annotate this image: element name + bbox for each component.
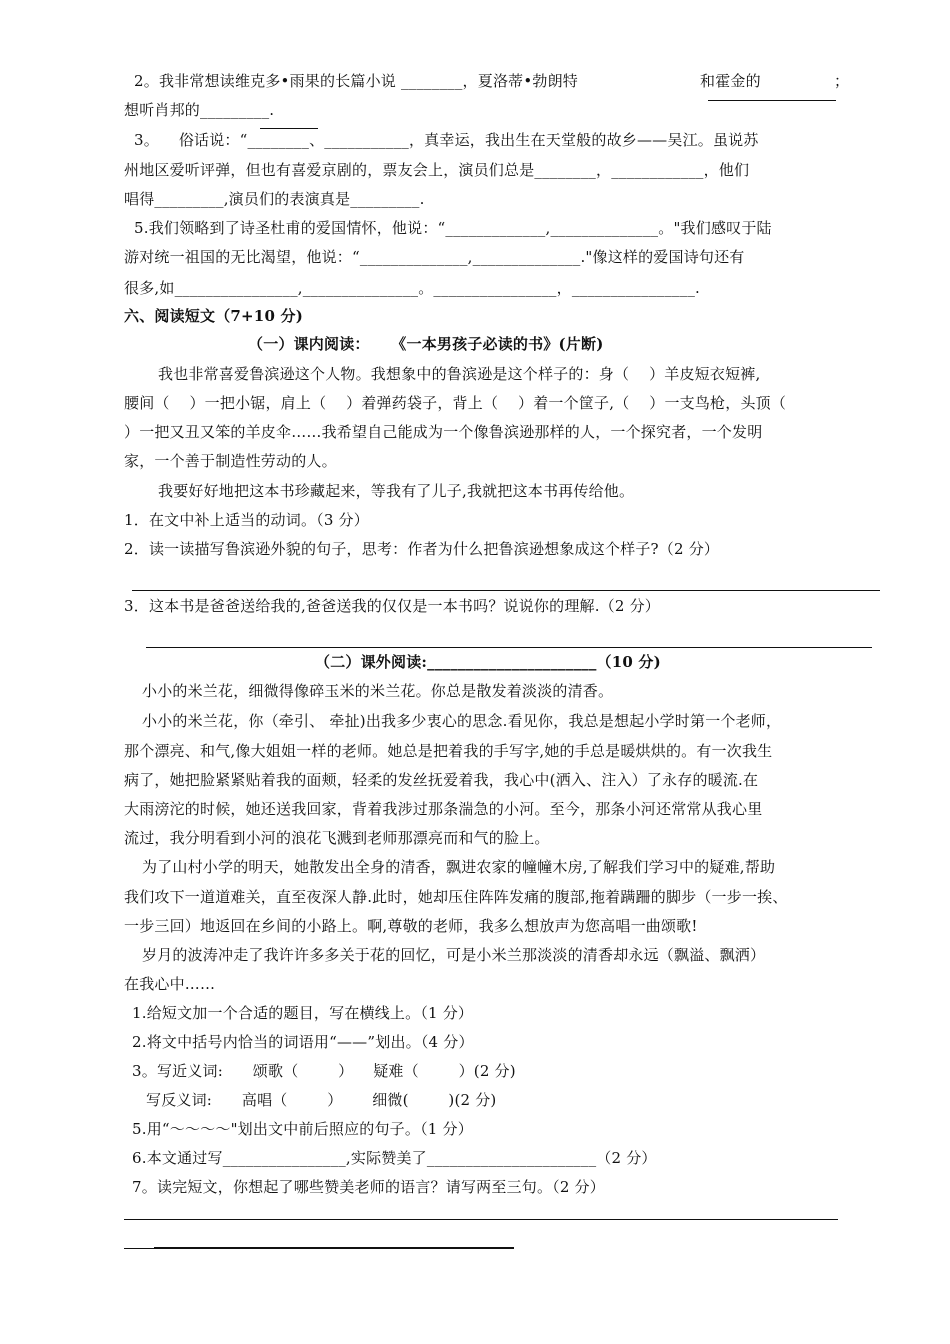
reading-two-q3-antonyms: 写反义词: 高唱（ ） 细微( )(2 分) xyxy=(146,1091,497,1109)
reading-two-p3-line1: 为了山村小学的明天，她散发出全身的清香，飘进农家的幢幢木房,了解我们学习中的疑难,帮助 xyxy=(142,858,776,876)
q3-line3: 唱得_________,演员们的表演真是_________. xyxy=(124,190,425,208)
reading-one-p1-line1: 我也非常喜爱鲁滨逊这个人物。我想象中的鲁滨逊是这个样子的：身（ ）羊皮短衣短裤, xyxy=(158,365,761,383)
q2-line1-hawking: 和霍金的 xyxy=(700,72,761,90)
reading-one-p1-line4: 家，一个善于制造性劳动的人。 xyxy=(124,452,337,470)
reading-two-p3-line2: 我们攻下一道道难关，直至夜深人静.此时，她却压住阵阵发痛的腹部,拖着蹒跚的脚步（一步一挨、 xyxy=(124,888,788,906)
q2-blank-rule xyxy=(708,100,836,101)
reading-one-q3: 3．这本书是爸爸送给我的,爸爸送我的仅仅是一本书吗？说说你的理解.（2 分） xyxy=(124,597,660,615)
reading-two-q2: 2.将文中括号内恰当的词语用“——”划出。（4 分） xyxy=(132,1033,474,1051)
reading-two-q3-synonyms: 3。写近义词: 颂歌（ ） 疑难（ ）(2 分) xyxy=(132,1062,516,1080)
q3-blank-rule xyxy=(260,128,318,129)
reading-two-heading: （二）课外阅读:______________________（10 分) xyxy=(315,653,661,671)
reading-two-q6: 6.本文通过写________________,实际赞美了______________________（2 分） xyxy=(132,1149,657,1167)
q5-line2: 游对统一祖国的无比渴望，他说：“______________,______________."像这样的爱国诗句还有 xyxy=(124,248,745,266)
q2-line2: 想听肖邦的_________. xyxy=(124,101,275,119)
reading-two-p2-line2: 那个漂亮、和气,像大姐姐一样的老师。她总是把着我的手写字,她的手总是暖烘烘的。有一次我生 xyxy=(124,742,773,760)
answer-line-q7-1 xyxy=(124,1219,838,1220)
reading-two-p2-line4: 大雨滂沱的时候，她还送我回家，背着我涉过那条湍急的小河。至今，那条小河还常常从我心里 xyxy=(124,800,763,818)
answer-line-q7-2-bold xyxy=(154,1247,514,1249)
reading-one-q1: 1．在文中补上适当的动词。（3 分） xyxy=(124,511,369,529)
reading-one-p1-line3: ）一把又丑又笨的羊皮伞……我希望自己能成为一个像鲁滨逊那样的人，一个探究者，一个发明 xyxy=(124,423,763,441)
reading-one-q2: 2．读一读描写鲁滨逊外貌的句子，思考：作者为什么把鲁滨逊想象成这个样子?（2 分） xyxy=(124,540,720,558)
reading-one-heading: （一）课内阅读： 《一本男孩子必读的书》(片断) xyxy=(248,335,604,353)
reading-two-p4-line2: 在我心中…… xyxy=(124,975,216,993)
reading-two-p1: 小小的米兰花，细微得像碎玉米的米兰花。你总是散发着淡淡的清香。 xyxy=(142,682,614,700)
reading-two-q5: 5.用“～～～～"划出文中前后照应的句子。（1 分） xyxy=(132,1120,473,1138)
q3-line1: 3。 俗话说：“________、___________，真幸运，我出生在天堂般的故乡——吴江。虽说苏 xyxy=(134,131,759,149)
section-six-heading: 六、阅读短文（7+10 分) xyxy=(124,307,303,325)
reading-two-p3-line3: 一步三回）地返回在乡间的小路上。啊,尊敬的老师，我多么想放声为您高唱一曲颂歌! xyxy=(124,917,698,935)
q2-line1: 2。我非常想读维克多•雨果的长篇小说 ________，夏洛蒂•勃朗特 xyxy=(134,72,579,90)
reading-two-p2-line3: 病了，她把脸紧紧贴着我的面颊，轻柔的发丝抚爱着我，我心中(洒入、注入）了永存的暖流.在 xyxy=(124,771,759,789)
q5-line1: 5.我们领略到了诗圣杜甫的爱国情怀，他说：“_____________,______________。"我们感叹于陆 xyxy=(134,219,772,237)
reading-two-q7: 7。读完短文，你想起了哪些赞美老师的语言？请写两至三句。（2 分） xyxy=(132,1178,605,1196)
reading-two-q1: 1.给短文加一个合适的题目，写在横线上。（1 分） xyxy=(132,1004,474,1022)
q5-line3: 很多,如________________,_______________。________________，________________. xyxy=(124,279,701,297)
q2-line1-end: ； xyxy=(834,72,850,90)
answer-line-q3 xyxy=(146,647,872,648)
reading-one-p1-line2: 腰间（ ）一把小锯，肩上（ ）着弹药袋子，背上（ ）着一个筐子,（ ）一支鸟枪，头顶（ xyxy=(124,394,787,412)
reading-two-p4-line1: 岁月的波涛冲走了我许许多多关于花的回忆，可是小米兰那淡淡的清香却永远（飘溢、飘洒） xyxy=(142,946,766,964)
reading-two-p2-line5: 流过，我分明看到小河的浪花飞溅到老师那漂亮而和气的脸上。 xyxy=(124,829,550,847)
reading-two-p2-line1: 小小的米兰花，你（牵引、 牵扯)出我多少衷心的思念.看见你，我总是想起小学时第一个老师， xyxy=(142,712,782,730)
answer-line-q2 xyxy=(132,590,880,591)
q3-line2: 州地区爱听评弹，但也有喜爱京剧的，票友会上，演员们总是________，____________，他们 xyxy=(124,161,750,179)
reading-one-p2: 我要好好地把这本书珍藏起来，等我有了儿子,我就把这本书再传给他。 xyxy=(158,482,635,500)
